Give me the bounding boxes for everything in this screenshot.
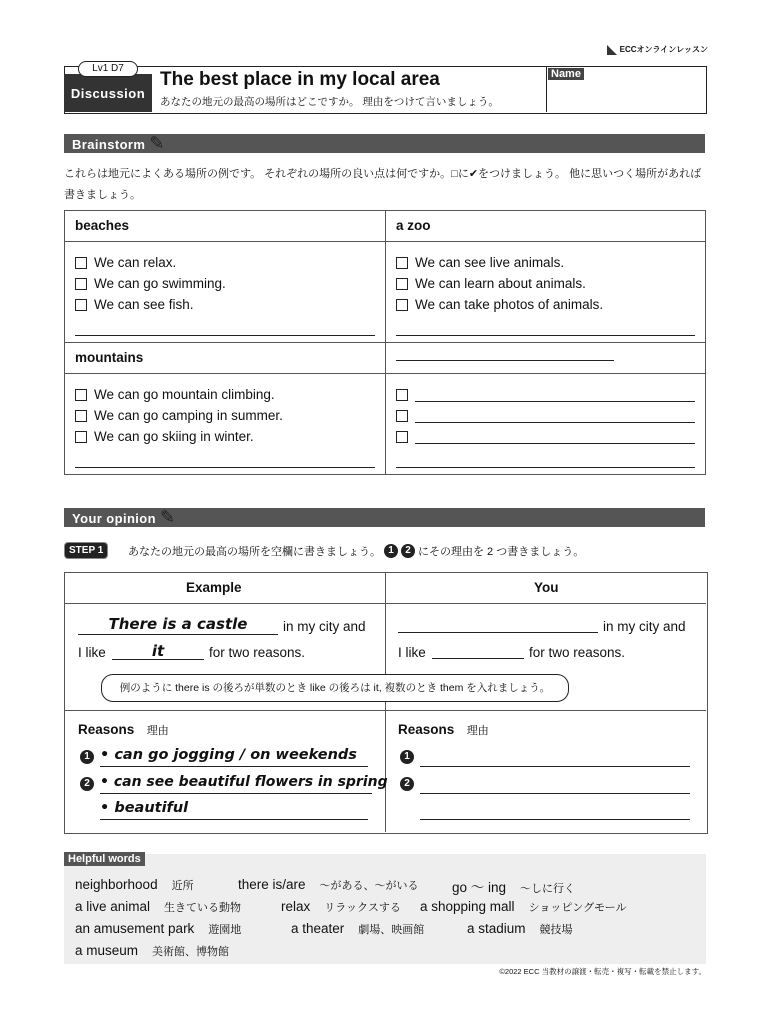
sentence-part: in my city and [603,619,686,634]
option-label: We can go camping in summer. [94,408,283,423]
option-label: We can learn about animals. [415,276,586,291]
example-reason: • can see beautiful flowers in spring [100,774,388,790]
you-reason-input[interactable] [420,819,690,820]
helpful-word: a live animal 生きている動物 [75,899,242,914]
ecc-logo [607,44,708,55]
write-line[interactable] [396,467,695,468]
example-pronoun-line [112,642,204,660]
step-badge: STEP 1 [64,542,108,559]
reasons-label: Reasons [398,722,455,737]
lesson-subtitle: あなたの地元の最高の場所はどこですか。 理由をつけて言いましょう。 [160,96,499,108]
write-line[interactable] [396,335,695,336]
helpful-word: neighborhood 近所 [75,877,194,892]
number-2-icon: 2 [400,777,414,791]
logo-mark-icon [607,45,617,55]
you-reason-input[interactable] [420,793,690,794]
you-column-header: You [534,580,559,595]
level-badge: Lv1 D7 [78,61,138,77]
place-options [65,374,386,475]
pencil-icon: ✎ [149,133,165,153]
sentence-part: I like [398,645,426,660]
checkbox[interactable] [75,299,87,311]
opinion-table [64,572,708,834]
write-line[interactable] [415,408,695,423]
example-reason: • can go jogging / on weekends [100,747,357,763]
name-label: Name [548,68,584,80]
place-options [386,374,706,475]
brainstorm-section-bar [64,134,705,153]
brainstorm-table [64,210,706,475]
table-divider [64,710,706,711]
example-reason-line [100,773,388,794]
you-place-input[interactable] [398,632,598,633]
place-header: a zoo [386,211,706,242]
write-line[interactable] [75,335,375,336]
table-divider [64,603,706,604]
option-label: We can relax. [94,255,177,270]
sentence-part: for two reasons. [209,645,306,660]
place-header: beaches [65,211,386,242]
write-line[interactable] [415,429,695,444]
checkbox[interactable] [75,278,87,290]
checkbox[interactable] [75,389,87,401]
example-pronoun-text: it [151,642,165,660]
helpful-word: a shopping mall ショッピングモール [420,899,627,914]
brainstorm-instruction: これらは地元によくある場所の例です。 それぞれの場所の良い点は何ですか。□に✔をつけましょう。 他に思いつく場所があれば書きましょう。 [64,168,702,201]
option-label: We can go swimming. [94,276,226,291]
you-pronoun-input[interactable] [432,658,524,659]
step-text: にその理由を 2 つ書きましょう。 [418,546,585,558]
place-options [65,242,386,343]
example-reason: • beautiful [100,800,189,816]
number-1-icon: 1 [400,750,414,764]
step-text: あなたの地元の最高の場所を空欄に書きましょう。 [128,546,381,558]
checkbox[interactable] [396,257,408,269]
number-2-icon: 2 [80,777,94,791]
write-line[interactable] [415,387,695,402]
brainstorm-label: Brainstorm [72,137,146,152]
option-label: We can take photos of animals. [415,297,604,312]
option-label: We can go skiing in winter. [94,429,254,444]
reasons-ja: 理由 [146,725,169,737]
you-reason-input[interactable] [420,766,690,767]
sentence-part: for two reasons. [529,645,626,660]
opinion-label: Your opinion [72,511,156,526]
checkbox[interactable] [396,299,408,311]
checkbox[interactable] [396,278,408,290]
opinion-section-bar [64,508,705,527]
place-header: mountains [65,343,386,374]
checkbox[interactable] [396,389,408,401]
checkbox[interactable] [75,431,87,443]
helpful-word: a museum 美術館、博物館 [75,943,230,958]
example-column-header: Example [186,580,242,595]
helpful-word: a stadium 競技場 [467,921,573,936]
lesson-title: The best place in my local area [160,69,440,90]
example-place-text: There is a castle [108,615,248,633]
reasons-ja: 理由 [466,725,489,737]
write-line[interactable] [75,467,375,468]
option-label: We can go mountain climbing. [94,387,275,402]
example-place-line [78,615,278,635]
pencil-icon: ✎ [160,507,176,527]
reasons-heading [398,721,489,739]
table-divider [385,572,386,832]
helpful-word: relax リラックスする [281,899,401,914]
sentence-part: I like [78,645,106,660]
copyright: ©2022 ECC 当教材の譲渡・転売・複写・転載を禁止します。 [499,967,706,976]
category-badge: Discussion [64,74,152,112]
number-1-icon: 1 [384,544,398,558]
example-reason-line [100,746,368,767]
place-options [386,242,706,343]
helpful-word: go ～ ing ～しに行く [452,880,576,895]
reasons-label: Reasons [78,722,135,737]
sentence-part: in my city and [283,619,366,634]
reasons-heading [78,721,169,739]
helpful-word: an amusement park 遊園地 [75,921,242,936]
checkbox[interactable] [75,410,87,422]
step-instruction [128,543,584,559]
place-write-line[interactable] [396,343,614,361]
place-header-blank[interactable] [386,343,706,374]
checkbox[interactable] [396,431,408,443]
checkbox[interactable] [75,257,87,269]
checkbox[interactable] [396,410,408,422]
helpful-words-label: Helpful words [64,852,145,866]
option-label: We can see live animals. [415,255,565,270]
helpful-word: there is/are ～がある、～がいる [238,877,419,892]
number-1-icon: 1 [80,750,94,764]
logo-text: ECCオンラインレッスン [619,45,708,54]
hint-note: 例のように there is の後ろが単数のとき like の後ろは it, 複数のとき them を入れましょう。 [101,674,569,702]
helpful-word: a theater 劇場、映画館 [291,921,425,936]
option-label: We can see fish. [94,297,194,312]
example-reason-line [100,799,368,820]
number-2-icon: 2 [401,544,415,558]
